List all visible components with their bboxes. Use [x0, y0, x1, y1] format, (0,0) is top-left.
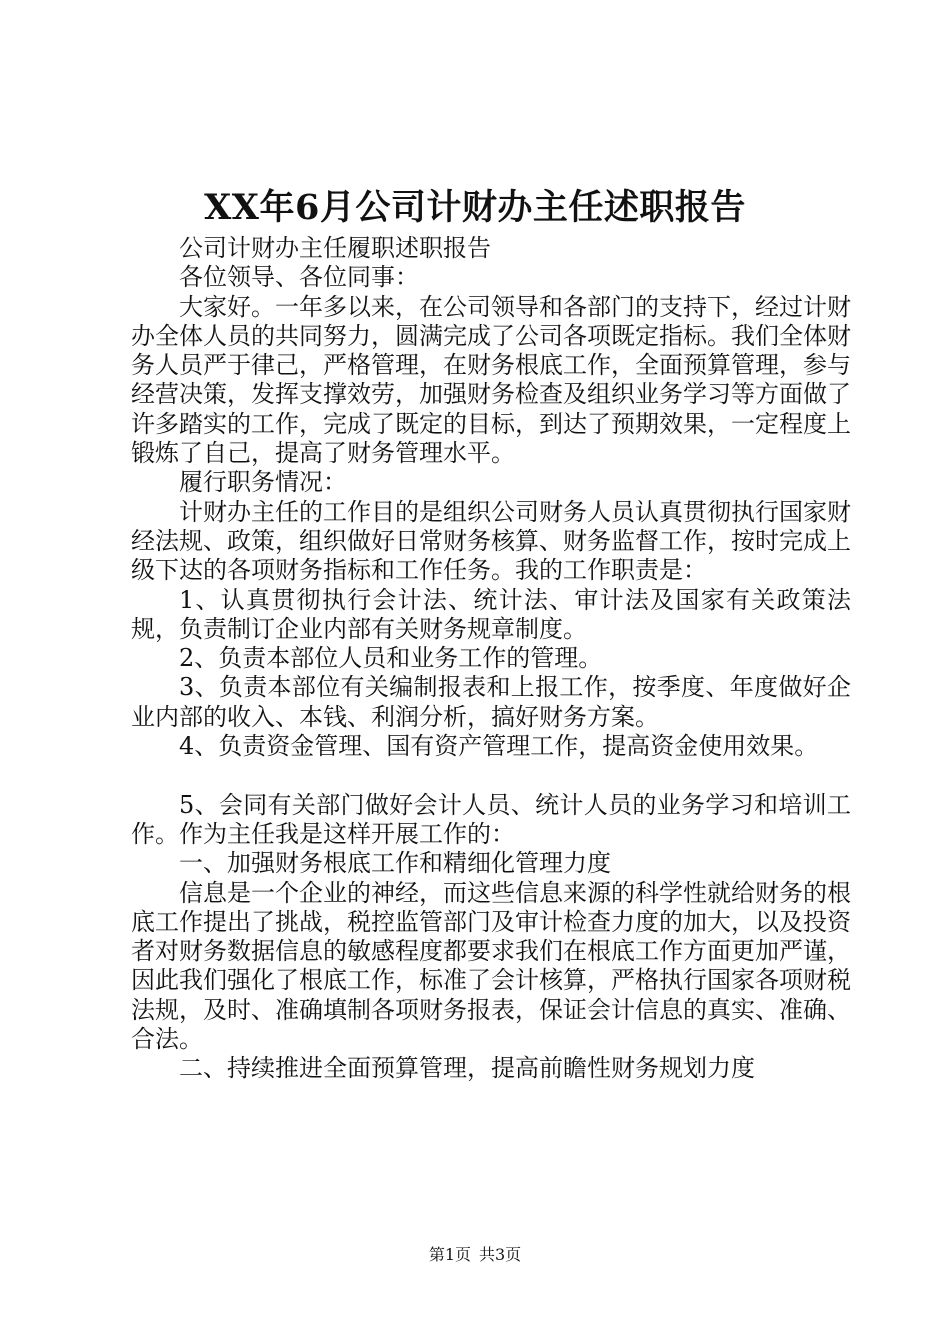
paragraph-section-1-body: 信息是一个企业的神经，而这些信息来源的科学性就给财务的根底工作提出了挑战，税控监管部门及审计检查力度的加大，以及投资者对财务数据信息的敏感程度都要求我们在根底工作方面更加严谨，因此我们强化了根底工作，标准了会计核算，严格执行国家各项财税法规，及时、准确填制各项财务报表，保证会计信息的真实、准确、合法。 — [131, 878, 851, 1054]
paragraph-duties-heading: 履行职务情况： — [179, 468, 347, 497]
paragraph-duty-3: 3、负责本部位有关编制报表和上报工作，按季度、年度做好企业内部的收入、本钱、利润分析，搞好财务方案。 — [131, 673, 851, 731]
section-heading-1: 一、加强财务根底工作和精细化管理力度 — [179, 849, 611, 878]
document-title: XX年6月公司计财办主任述职报告 — [204, 187, 746, 228]
paragraph-duty-4: 4、负责资金管理、国有资产管理工作，提高资金使用效果。 — [179, 732, 819, 761]
paragraph-duties-summary: 计财办主任的工作目的是组织公司财务人员认真贯彻执行国家财经法规、政策，组织做好日常财务核算、财务监督工作，按时完成上级下达的各项财务指标和工作任务。我的工作职责是： — [131, 497, 851, 585]
paragraph-duty-1: 1、认真贯彻执行会计法、统计法、审计法及国家有关政策法规，负责制订企业内部有关财务规章制度。 — [131, 585, 851, 643]
paragraph-duty-5: 5、会同有关部门做好会计人员、统计人员的业务学习和培训工作。作为主任我是这样开展工作的： — [131, 790, 851, 848]
paragraph-duty-2: 2、负责本部位人员和业务工作的管理。 — [179, 644, 603, 673]
section-heading-2: 二、持续推进全面预算管理，提高前瞻性财务规划力度 — [179, 1054, 755, 1083]
page-number: 第1页 — [428, 1245, 471, 1264]
page-footer — [0, 1244, 950, 1266]
document-body — [131, 234, 851, 1084]
paragraph-subtitle: 公司计财办主任履职述职报告 — [179, 234, 491, 262]
paragraph-intro: 大家好。一年多以来，在公司领导和各部门的支持下，经过计财办全体人员的共同努力，圆满完成了公司各项既定指标。我们全体财务人员严于律己，严格管理，在财务根底工作，全面预算管理，参与经营决策，发挥支撑效劳，加强财务检查及组织业务学习等方面做了许多踏实的工作，完成了既定的目标，到达了预期效果，一定程度上锻炼了自己，提高了财务管理水平。 — [131, 292, 851, 468]
page-total: 共3页 — [479, 1245, 522, 1264]
paragraph-salutation: 各位领导、各位同事： — [179, 263, 419, 292]
